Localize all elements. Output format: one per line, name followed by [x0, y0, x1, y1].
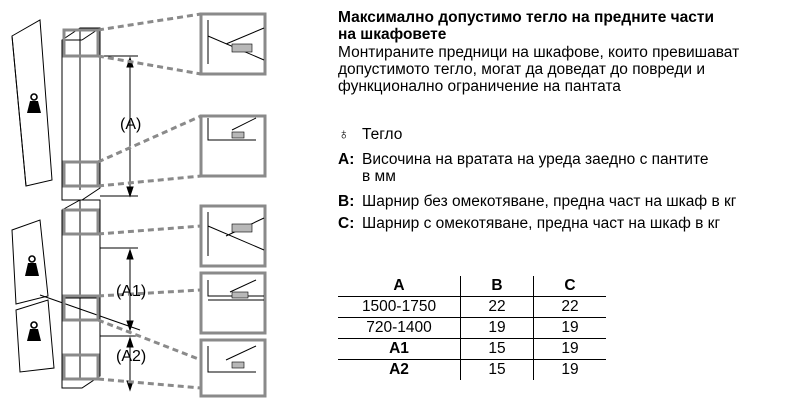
upper-cabinet: [62, 28, 100, 200]
cell-b: 19: [461, 318, 534, 339]
table-header-row: [338, 276, 606, 297]
label-a: (A): [120, 116, 142, 133]
legend-weight: [338, 126, 402, 143]
detail-box: [201, 206, 265, 266]
cell-a: A1: [338, 339, 461, 360]
weight-table: [338, 276, 606, 380]
header-a: A: [338, 276, 461, 297]
cell-c: 19: [534, 339, 607, 360]
heading-line: Максимално допустимо тегло на предните части: [338, 9, 715, 26]
header-c: C: [534, 276, 607, 297]
legend-a: [338, 151, 709, 185]
legend-key-a: A:: [338, 151, 355, 168]
cell-c: 19: [534, 318, 607, 339]
legend-c-text: Шарнир с омекотяване, предна част на шкаф в кг: [362, 215, 721, 232]
intro-line: функционално ограничение на пантата: [338, 78, 621, 95]
intro-line: допустимото тегло, могат да доведат до повреди и: [338, 61, 706, 78]
legend-a-text: Височина на вратата на уреда заедно с пантите: [362, 151, 709, 168]
legend-b-text: Шарнир без омекотяване, предна част на шкаф в кг: [362, 193, 737, 210]
legend-b: [338, 193, 736, 210]
cell-c: 22: [534, 297, 607, 318]
cell-a: A2: [389, 361, 409, 378]
cell-c: 19: [534, 360, 607, 381]
heading-line: на шкафовете: [338, 26, 447, 43]
table-row: [338, 360, 606, 381]
cell-a: 1500-1750: [338, 297, 461, 318]
detail-box: [201, 340, 265, 396]
cell-b: 15: [461, 339, 534, 360]
cell-a: 720-1400: [338, 318, 461, 339]
legend-a-unit: в мм: [362, 168, 396, 185]
detail-box: [201, 116, 265, 176]
table-row: [338, 318, 606, 339]
cell-b: 22: [461, 297, 534, 318]
weight-icon: ♁: [338, 126, 350, 143]
hinge-diagram: [0, 0, 330, 400]
table-row: [338, 297, 606, 318]
table-row: [338, 339, 606, 360]
intro-line: Монтираните предници на шкафове, които превишават: [338, 44, 740, 61]
legend-key-b: B:: [338, 193, 355, 210]
section-heading: [338, 9, 714, 43]
intro-paragraph: [338, 44, 739, 95]
legend-c: [338, 215, 720, 232]
legend-weight-text: Тегло: [362, 126, 403, 143]
label-a1: (A1): [116, 283, 147, 300]
header-b: B: [461, 276, 534, 297]
label-a2: (A2): [116, 348, 147, 365]
legend-key-c: C:: [338, 215, 355, 232]
detail-box: [201, 273, 265, 333]
lower-cabinet: [62, 200, 100, 388]
detail-box: [201, 14, 265, 74]
cell-b: 15: [461, 360, 534, 381]
